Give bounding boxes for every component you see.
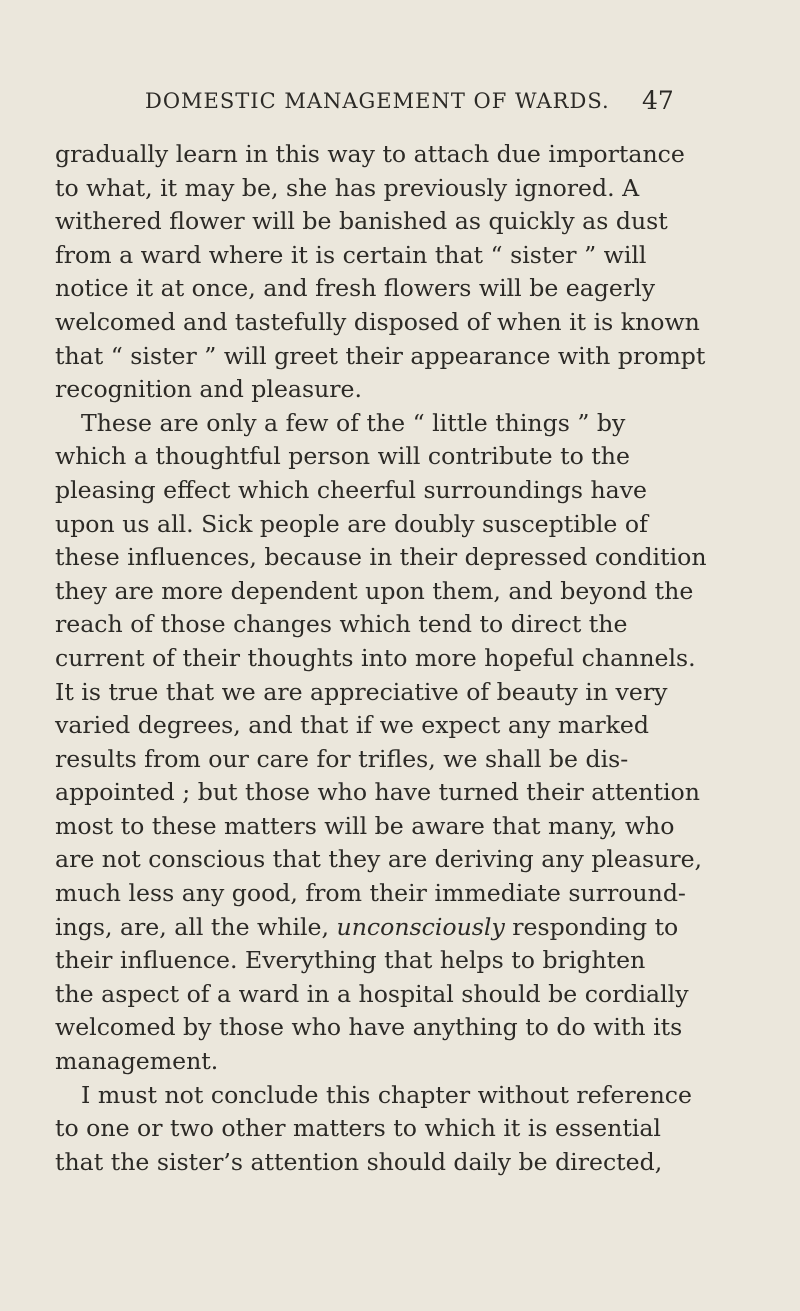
text-line: current of their thoughts into more hopeful channels. [55,643,696,672]
text-segment: ings, are, all the while, [55,912,337,941]
text-line: reach of those changes which tend to direct the [55,610,628,639]
text-line: withered flower will be banished as quickly as dust [55,207,668,236]
text-line: notice it at once, and fresh flowers will be eagerly [55,274,656,303]
text-line: appointed ; but those who have turned their attention [55,778,700,807]
text-line: the aspect of a ward in a hospital should be cordially [55,979,689,1008]
paragraph-start-line: These are only a few of the “ little things ” by [81,408,626,437]
text-line: their influence. Everything that helps to brighten [55,946,646,975]
text-line: It is true that we are appreciative of beauty in very [55,677,668,706]
text-line: from a ward where it is certain that “ sister ” will [55,240,647,269]
text-line: welcomed and tastefully disposed of when it is known [55,307,700,336]
text-line: pleasing effect which cheerful surroundings have [55,475,648,504]
text-line: management. [55,1047,219,1076]
text-line: varied degrees, and that if we expect any marked [55,711,649,740]
text-line: these influences, because in their depressed condition [55,543,707,572]
text-line: upon us all. Sick people are doubly susceptible of [55,509,648,538]
text-line: which a thoughtful person will contribute to the [55,442,630,471]
page-header [0,86,800,126]
text-line: recognition and pleasure. [55,375,363,404]
text-line: to what, it may be, she has previously ignored. A [55,173,640,202]
text-line: to one or two other matters to which it is essential [55,1114,661,1143]
paragraph-start-line: I must not conclude this chapter without reference [81,1080,692,1109]
page-number: 47 [642,86,674,115]
text-line: that “ sister ” will greet their appearance with prompt [55,341,706,370]
text-line: welcomed by those who have anything to do with its [55,1013,683,1042]
text-line: gradually learn in this way to attach due importance [55,140,685,168]
text-line: results from our care for trifles, we shall be dis- [55,744,629,773]
text-line: that the sister’s attention should daily be directed, [55,1147,663,1176]
text-line: much less any good, from their immediate surround- [55,879,686,908]
italic-word: unconsciously [336,912,505,941]
text-line: most to these matters will be aware that many, who [55,811,675,840]
text-segment: responding to [504,912,679,941]
body-text [55,138,707,1179]
text-line-with-italic [55,911,685,945]
running-head: DOMESTIC MANAGEMENT OF WARDS. [145,89,610,113]
text-line: they are more dependent upon them, and beyond the [55,576,694,605]
text-line: are not conscious that they are deriving any pleasure, [55,845,703,874]
